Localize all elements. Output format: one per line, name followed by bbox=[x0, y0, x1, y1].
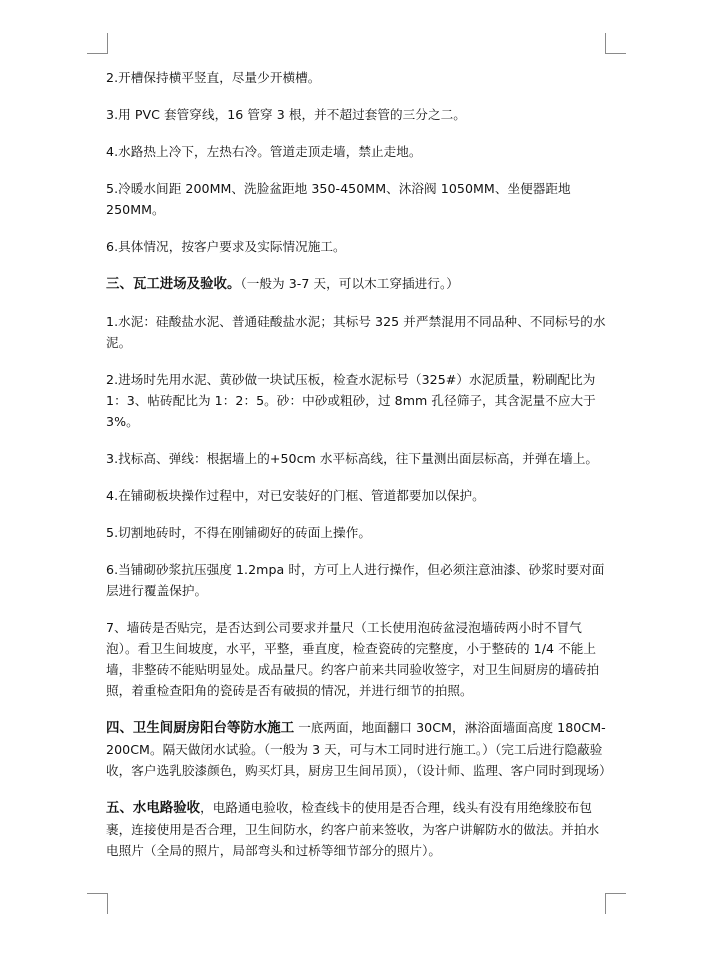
section-4-paragraph bbox=[106, 717, 610, 781]
section-3-heading-line bbox=[106, 273, 610, 295]
paragraph-mortar-strength: 6.当铺砌砂浆抗压强度 1.2mpa 时，方可上人进行操作，但必须注意油漆、砂浆时要对面层进行覆盖保护。 bbox=[106, 562, 605, 598]
section-4-title: 四、卫生间厨房阳台等防水施工 bbox=[106, 721, 295, 736]
paragraph-protection: 4.在铺砌板块操作过程中，对已安装好的门框、管道都要加以保护。 bbox=[106, 488, 485, 503]
paragraph-pvc-conduit: 3.用 PVC 套管穿线，16 管穿 3 根，并不超过套管的三分之二。 bbox=[106, 107, 466, 122]
section-3-note: （一般为 3-7 天，可以木工穿插进行。） bbox=[240, 276, 459, 291]
section-4-body: 一底两面，地面翻口 30CM，淋浴面墙面高度 180CM-200CM。隔天做闭水试验。（一般为 3 天，可与木工同时进行施工。）（完工后进行隐蔽验收，客户选乳胶漆颜色，购买灯具，厨房卫生间吊顶），（设计师、监理、客户同时到现场） bbox=[106, 720, 612, 778]
paragraph-slotting: 2.开槽保持横平竖直，尽量少开横槽。 bbox=[106, 70, 321, 85]
crop-mark-bottom-left bbox=[87, 893, 108, 914]
crop-mark-top-left bbox=[87, 33, 108, 54]
paragraph-water-pipes: 4.水路热上冷下，左热右冷。管道走顶走墙，禁止走地。 bbox=[106, 144, 422, 159]
paragraph-test-board: 2.进场时先用水泥、黄砂做一块试压板，检查水泥标号（325#）水泥质量，粉刷配比为 1：3、帖砖配比为 1：2：5。砂：中砂或粗砂，过 8mm 孔径筛子，其含泥量不应大于 3%。 bbox=[106, 372, 596, 429]
section-3-title: 三、瓦工进场及验收。 bbox=[106, 277, 241, 292]
section-5-body: ，电路通电验收，检查线卡的使用是否合理，线头有没有用绝缘胶布包裹，连接使用是否合理，卫生间防水，约客户前来签收，为客户讲解防水的做法。并拍水电照片（全局的照片，局部弯头和过桥等细节部分的照片）。 bbox=[106, 800, 600, 858]
paragraph-cement: 1.水泥：硅酸盐水泥、普通硅酸盐水泥；其标号 325 并严禁混用不同品种、不同标号的水泥。 bbox=[106, 314, 606, 350]
section-5-title: 五、水电路验收 bbox=[106, 801, 201, 816]
document-body bbox=[106, 67, 610, 877]
paragraph-cutting: 5.切割地砖时，不得在刚铺砌好的砖面上操作。 bbox=[106, 525, 371, 540]
paragraph-leveling: 3.找标高、弹线：根据墙上的+50cm 水平标高线，往下量测出面层标高，并弹在墙上。 bbox=[106, 451, 599, 466]
section-5-paragraph bbox=[106, 797, 610, 861]
paragraph-specific-conditions: 6.具体情况，按客户要求及实际情况施工。 bbox=[106, 239, 346, 254]
crop-mark-bottom-right bbox=[605, 893, 626, 914]
paragraph-wall-tile-check: 7、墙砖是否贴完，是否达到公司要求并量尺（工长使用泡砖盆浸泡墙砖两小时不冒气泡）。看卫生间坡度，水平，平整，垂直度，检查瓷砖的完整度，小于整砖的 1/4 不能上墙，非整砖不能贴明显处。成品量尺。约客户前来共同验收签字，对卫生间厨房的墙砖拍照，着重检查阳角的瓷砖是否有破损的情况，并进行细节的拍照。 bbox=[106, 620, 600, 698]
crop-mark-top-right bbox=[605, 33, 626, 54]
paragraph-spacing: 5.冷暖水间距 200MM、洗脸盆距地 350-450MM、沐浴阀 1050MM、坐便器距地 250MM。 bbox=[106, 181, 571, 217]
